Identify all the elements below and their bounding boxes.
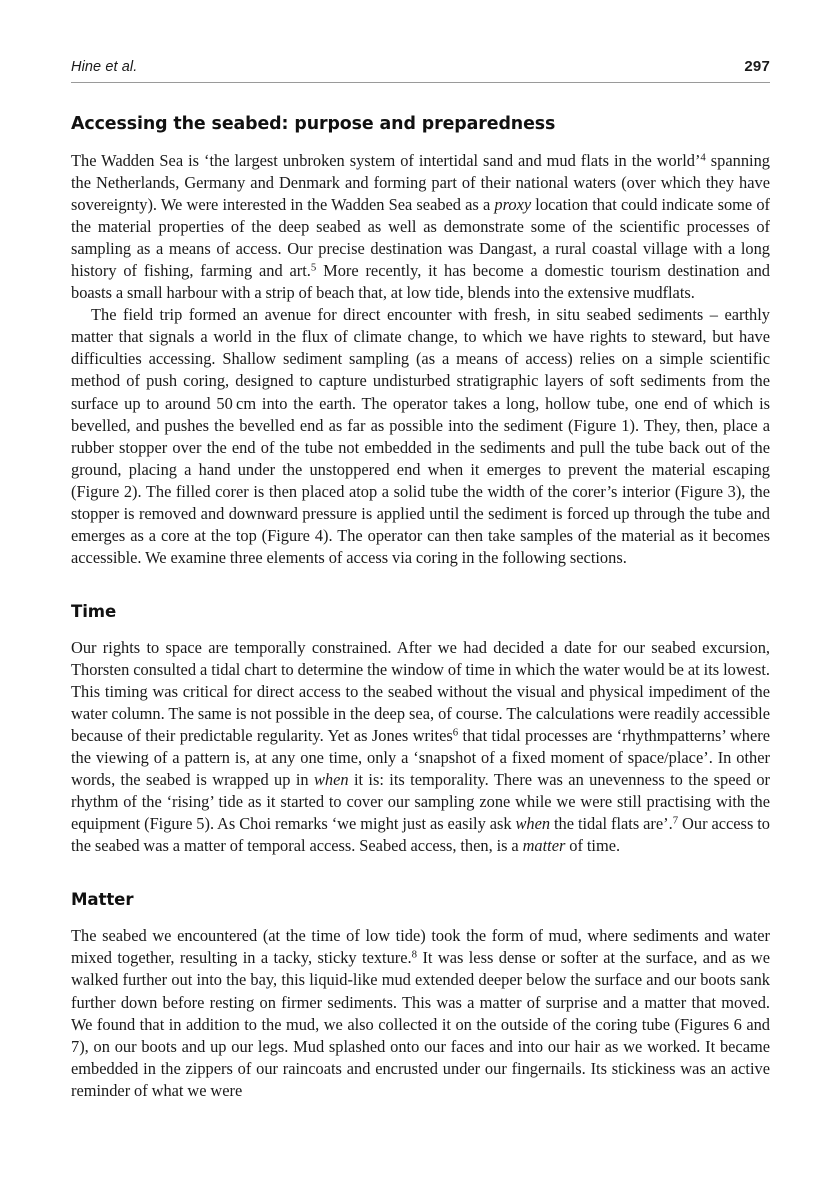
footnote-reference: 6 (452, 726, 459, 739)
page-content-column (71, 0, 770, 1102)
running-head (71, 0, 770, 83)
body-paragraph (71, 304, 770, 569)
emphasis-text: matter (522, 836, 566, 856)
text-run: location that could indicate some of the material properties of the deep seabed as well as demonstrate some of the scientific processes of sampling as a means of access. Our precise destination was Dangast, a rural coastal village with a long history of fishing, farming and art. (71, 195, 770, 281)
running-head-title: Hine et al. (71, 59, 138, 75)
body-paragraph (71, 925, 770, 1101)
section-heading: Time (71, 601, 117, 621)
text-run: It was less dense or softer at the surface, and as we walked further out into the bay, this liquid-like mud extended deeper below the surface and our boots sank further down before resting on firmer sediments. This was a matter of surprise and a matter that moved. We found that in addition to the mud, we also collected it on the outside of the coring tube (Figures 6 and 7), on our boots and up our legs. Mud splashed onto our faces and into our hair as we worked. It became embedded in the zippers of our raincoats and encrusted under our fingernails. Its stickiness was an active reminder of what we were (71, 948, 770, 1100)
text-run: the tidal flats are’. (550, 814, 673, 834)
footnote-reference: 7 (672, 814, 679, 827)
text-run: Our access to the seabed was a matter of temporal access. Seabed access, then, is a (71, 814, 770, 856)
footnote-reference: 5 (310, 261, 317, 274)
text-run: More recently, it has become a domestic tourism destination and boasts a small harbour with a strip of beach that, at low tide, blends into the extensive mudflats. (71, 261, 770, 303)
text-run: The Wadden Sea is ‘the largest unbroken system of intertidal sand and mud flats in the world’ (71, 151, 701, 170)
text-run: spanning the Netherlands, Germany and Denmark and forming part of their national waters (over which they have sovereignty). We were interested in the Wadden Sea seabed as a (71, 151, 770, 215)
emphasis-text: proxy (494, 195, 532, 215)
text-run: it is: its temporality. There was an unevenness to the speed or rhythm of the ‘rising’ tide as it started to cover our sampling zone while we were still practising with the equipment (Figure 5). As Choi remarks ‘we might just as easily ask (71, 770, 770, 834)
footnote-reference: 8 (411, 949, 418, 961)
emphasis-text: when (313, 770, 349, 790)
text-run: of time. (565, 836, 621, 856)
emphasis-text: when (515, 814, 551, 834)
text-run: The seabed we encountered (at the time of low tide) took the form of mud, where sediments and water mixed together, resulting in a tacky, sticky texture. (71, 926, 770, 968)
footnote-reference: 4 (700, 151, 706, 164)
section-heading: Accessing the seabed: purpose and preparedness (71, 114, 556, 134)
article-body (71, 83, 770, 1102)
text-run: that tidal processes are ‘rhythmpatterns’ where the viewing of a pattern is, at any one time, only a ‘snapshot of a fixed moment of space/place’. In other words, the seabed is wrapped up in (71, 726, 770, 790)
text-run: Our rights to space are temporally constrained. After we had decided a date for our seabed excursion, Thorsten consulted a tidal chart to determine the window of time in which the water would be at its lowest. This timing was critical for direct access to the seabed without the visual and physical impediment of the water column. The same is not possible in the deep sea, of course. The calculations were readily accessible because of their predictable regularity. Yet as Jones writes (71, 637, 770, 746)
body-paragraph (71, 150, 770, 304)
section-heading: Matter (71, 890, 134, 910)
body-paragraph (71, 637, 770, 857)
text-run: The field trip formed an avenue for direct encounter with fresh, in situ seabed sediments – earthly matter that signals a world in the flux of climate change, to which we have rights to steward, but have difficulties accessing. Shallow sediment sampling (as a means of access) relies on a simple scientific method of push coring, designed to capture undisturbed stratigraphic layers of soft sediments from the surface up to around 50 cm into the earth. The operator takes a long, hollow tube, one end of which is bevelled, and pushes the bevelled end as far as possible into the sediment (Figure 1). They, then, place a rubber stopper over the end of the tube not embedded in the sediments and pull the tube back out of the ground, placing a hand under the unstoppered end when it emerges to prevent the material escaping (Figure 2). The filled corer is then placed atop a solid tube the width of the corer’s interior (Figure 3), the stopper is removed and downward pressure is applied until the sediment is forced up through the tube and emerges as a core at the top (Figure 4). The operator can then take samples of the material as it becomes accessible. We examine three elements of access via coring in the following sections. (71, 305, 770, 567)
page-number: 297 (744, 58, 770, 75)
